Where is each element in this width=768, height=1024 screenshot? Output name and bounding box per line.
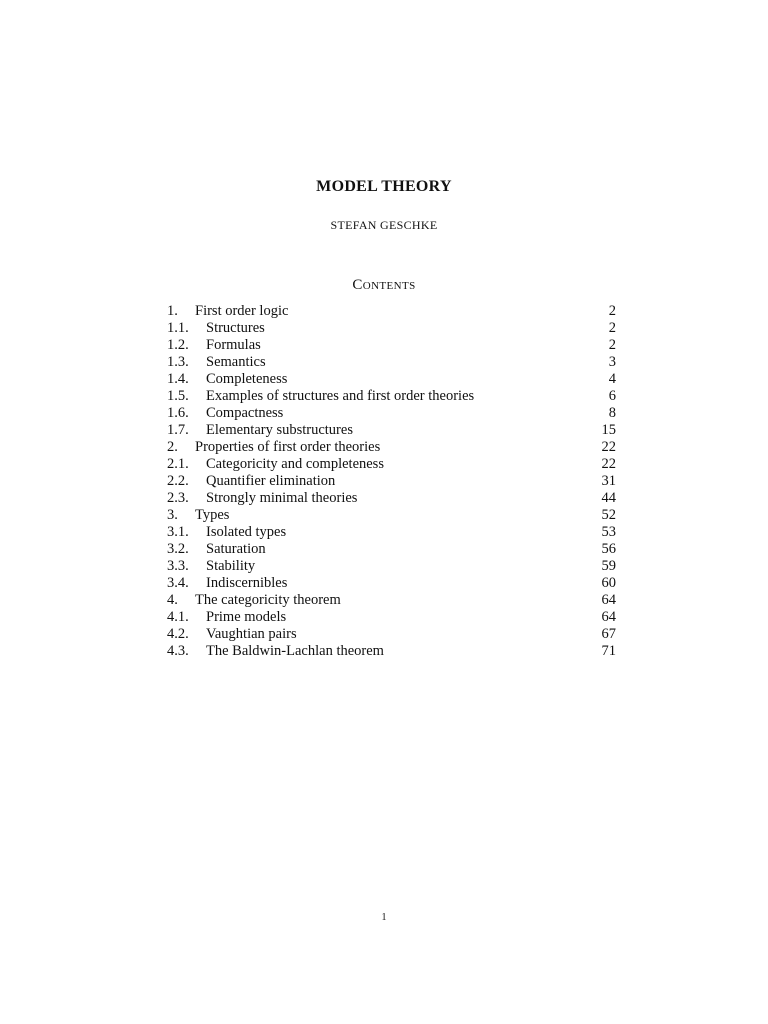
toc-entry (167, 541, 616, 558)
toc-entry-page: 31 (601, 473, 616, 489)
toc-entry-title: Prime models (206, 609, 287, 625)
toc-entry (167, 303, 616, 320)
toc-entry-number: 1. (167, 303, 178, 319)
toc-entry-number: 2.3. (167, 490, 189, 506)
toc-entry-page: 53 (601, 524, 616, 540)
toc-entry-page: 64 (601, 592, 616, 608)
toc-entry-title: First order logic (195, 303, 289, 319)
toc-entry-page: 44 (601, 490, 616, 506)
toc-entry (167, 388, 616, 405)
toc-entry-number: 1.6. (167, 405, 189, 421)
toc-entry-title: The categoricity theorem (195, 592, 341, 608)
toc-entry-number: 3.1. (167, 524, 189, 540)
toc-entry-title: Strongly minimal theories (206, 490, 358, 506)
toc-entry-page: 22 (601, 439, 616, 455)
toc-entry-title: Indiscernibles (206, 575, 288, 591)
toc-entry-number: 1.3. (167, 354, 189, 370)
table-of-contents (167, 303, 616, 660)
toc-entry (167, 643, 616, 660)
document-title: MODEL THEORY (316, 178, 452, 195)
toc-entry (167, 439, 616, 456)
toc-entry-title: The Baldwin-Lachlan theorem (206, 643, 384, 659)
toc-entry-number: 3.2. (167, 541, 189, 557)
toc-entry-page: 2 (608, 303, 616, 319)
toc-entry (167, 422, 616, 439)
toc-entry-page: 2 (608, 337, 616, 353)
toc-entry-number: 2.2. (167, 473, 189, 489)
toc-entry-title: Semantics (206, 354, 266, 370)
toc-entry (167, 626, 616, 643)
toc-entry-page: 59 (601, 558, 616, 574)
page-number: 1 (381, 912, 387, 923)
toc-entry-page: 71 (601, 643, 616, 659)
toc-entry-title: Formulas (206, 337, 261, 353)
toc-entry-title: Categoricity and completeness (206, 456, 384, 472)
toc-entry-number: 4.3. (167, 643, 189, 659)
toc-entry (167, 592, 616, 609)
toc-entry-number: 3.4. (167, 575, 189, 591)
toc-entry-number: 4.1. (167, 609, 189, 625)
toc-entry-title: Quantifier elimination (206, 473, 336, 489)
toc-entry-page: 4 (608, 371, 616, 387)
toc-entry-number: 1.4. (167, 371, 189, 387)
toc-entry-page: 6 (608, 388, 616, 404)
toc-entry-title: Stability (206, 558, 256, 574)
toc-entry-number: 4.2. (167, 626, 189, 642)
toc-entry-page: 22 (601, 456, 616, 472)
toc-entry-page: 2 (608, 320, 616, 336)
toc-entry-number: 1.1. (167, 320, 189, 336)
document-author: STEFAN GESCHKE (330, 218, 438, 232)
toc-entry-number: 1.2. (167, 337, 189, 353)
toc-entry (167, 371, 616, 388)
toc-entry-page: 8 (608, 405, 616, 421)
toc-entry-page: 67 (601, 626, 616, 642)
toc-entry (167, 473, 616, 490)
toc-entry (167, 524, 616, 541)
toc-entry-title: Elementary substructures (206, 422, 353, 438)
toc-entry-title: Vaughtian pairs (206, 626, 297, 642)
toc-entry-title: Structures (206, 320, 265, 336)
toc-entry-page: 56 (601, 541, 616, 557)
toc-entry-number: 3. (167, 507, 178, 523)
toc-entry-title: Compactness (206, 405, 284, 421)
toc-entry-title: Types (195, 507, 230, 523)
toc-entry (167, 354, 616, 371)
toc-entry-title: Completeness (206, 371, 288, 387)
toc-entry-title: Saturation (206, 541, 266, 557)
toc-entry (167, 609, 616, 626)
toc-entry (167, 507, 616, 524)
contents-heading: Contents (352, 277, 416, 293)
toc-entry-title: Isolated types (206, 524, 287, 540)
toc-entry-number: 1.7. (167, 422, 189, 438)
toc-entry-page: 60 (601, 575, 616, 591)
toc-entry-page: 64 (601, 609, 616, 625)
toc-entry-number: 2. (167, 439, 178, 455)
toc-entry-number: 3.3. (167, 558, 189, 574)
toc-entry (167, 405, 616, 422)
toc-entry (167, 456, 616, 473)
toc-entry-page: 52 (601, 507, 616, 523)
toc-entry (167, 337, 616, 354)
toc-entry (167, 558, 616, 575)
toc-entry-number: 1.5. (167, 388, 189, 404)
toc-entry (167, 575, 616, 592)
toc-entry-number: 2.1. (167, 456, 189, 472)
toc-entry-title: Properties of first order theories (195, 439, 381, 455)
toc-entry-page: 15 (601, 422, 616, 438)
toc-entry (167, 320, 616, 337)
toc-entry-number: 4. (167, 592, 178, 608)
toc-entry (167, 490, 616, 507)
toc-entry-page: 3 (608, 354, 616, 370)
toc-entry-title: Examples of structures and first order theories (206, 388, 475, 404)
